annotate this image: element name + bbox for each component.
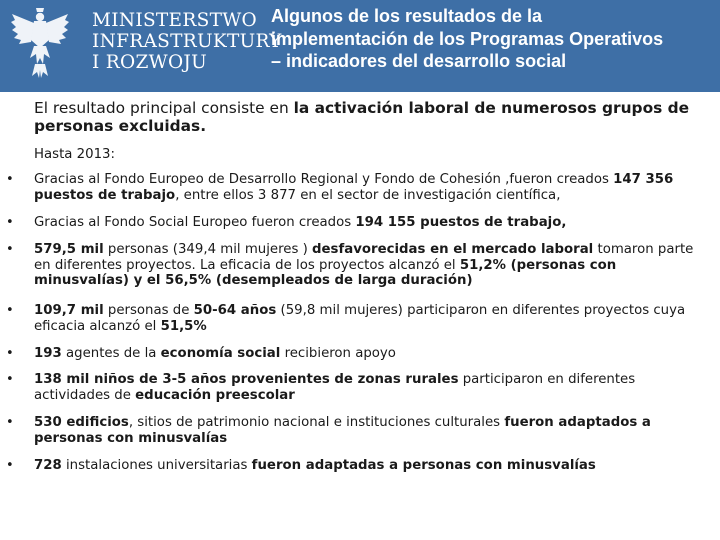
- bullet-highlight: 579,5 mil: [34, 242, 104, 257]
- slide-title-line-1: Algunos de los resultados de la: [271, 6, 543, 26]
- ministry-line-2: INFRASTRUKTURY: [92, 31, 282, 52]
- bullet-highlight: 194 155 puestos de trabajo,: [355, 215, 567, 230]
- bullet-text: participaron en diferentes actividades de: [34, 372, 636, 403]
- bullet-highlight: 193: [34, 346, 62, 361]
- intro-text: El resultado principal consiste en: [34, 99, 294, 117]
- bullet-marker: •: [6, 372, 14, 387]
- slide-title-line-3: – indicadores del desarrollo social: [271, 51, 567, 71]
- bullet-text: agentes de la: [61, 346, 161, 361]
- intro-highlight: la activación laboral de numerosos grupos de personas excluidas.: [34, 99, 690, 135]
- bullet-highlight: 51,5%: [160, 318, 207, 334]
- bullet-text: , sitios de patrimonio nacional e instituciones culturales: [128, 415, 505, 430]
- bullet-highlight: economía social: [160, 346, 281, 361]
- slide-title: [271, 5, 716, 73]
- eagle-emblem-icon: [10, 6, 70, 80]
- bullet-marker: •: [6, 242, 14, 257]
- bullet-text: personas de: [103, 303, 194, 318]
- bullet-marker: •: [6, 415, 14, 430]
- slide-title-line-2: implementación de los Programas Operativos: [271, 28, 664, 49]
- bullet-marker: •: [6, 458, 14, 473]
- bullet-marker: •: [6, 215, 14, 230]
- bullet-text: (59,8 mil mujeres) participaron en diferentes proyectos cuya eficacia alcanzó el: [34, 303, 686, 334]
- bullet-highlight: 728: [34, 458, 62, 473]
- bullet-highlight: desfavorecidas en el mercado laboral: [312, 242, 594, 257]
- intro-paragraph: [34, 99, 704, 135]
- bullet-highlight: 138 mil niños de 3-5 años provenientes de zonas rurales: [34, 372, 459, 387]
- bullet-marker: •: [6, 303, 14, 318]
- period-label: Hasta 2013:: [34, 147, 115, 162]
- bullet-highlight: 147 356 puestos de trabajo: [34, 172, 674, 203]
- bullet-highlight: educación preescolar: [135, 387, 295, 403]
- bullet-text: recibieron apoyo: [280, 346, 396, 361]
- header-banner: [0, 0, 720, 92]
- bullet-marker: •: [6, 172, 14, 187]
- bullet-highlight: fueron adaptados a personas con minusvalías: [34, 415, 651, 446]
- bullet-text: , entre ellos 3 877 en el sector de investigación científica,: [175, 187, 561, 203]
- bullet-highlight: 530 edificios: [34, 415, 129, 430]
- bullet-highlight: fueron adaptadas a personas con minusvalías: [251, 458, 596, 473]
- bullet-text: Gracias al Fondo Social Europeo fueron creados: [34, 215, 356, 230]
- bullet-text: Gracias al Fondo Europeo de Desarrollo Regional y Fondo de Cohesión ,fueron creados: [34, 172, 614, 187]
- bullet-highlight: 109,7 mil: [34, 303, 104, 318]
- bullet-text: tomaron parte en diferentes proyectos. La eficacia de los proyectos alcanzó el: [34, 242, 694, 273]
- ministry-line-3: I ROZWOJU: [92, 52, 208, 73]
- bullet-text: instalaciones universitarias: [61, 458, 252, 473]
- ministry-name: [92, 10, 282, 73]
- bullet-highlight: 51,2% (personas con minusvalías) y el 56,5% (desempleados de larga duración): [34, 257, 617, 288]
- ministry-line-1: MINISTERSTWO: [92, 10, 257, 31]
- bullet-highlight: 50-64 años: [193, 303, 277, 318]
- bullet-marker: •: [6, 346, 14, 361]
- bullet-text: personas (349,4 mil mujeres ): [103, 242, 313, 257]
